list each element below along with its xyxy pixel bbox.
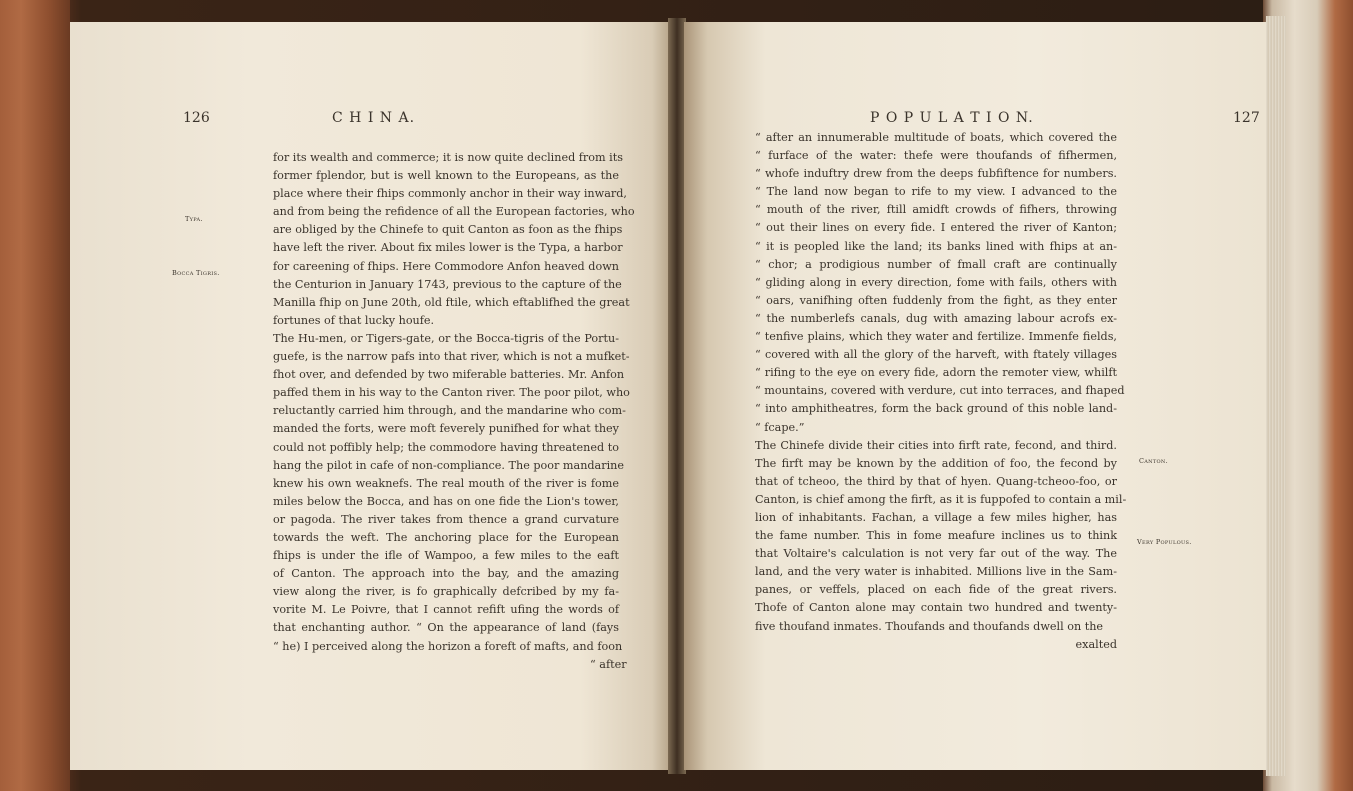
text-line: “ out their lines on every fide. I entered the river of Kanton; <box>755 221 1117 235</box>
text-line: “ he) I perceived along the horizon a foreft of mafts, and foon <box>273 639 623 653</box>
text-line: Manilla fhip on June 20th, old ftile, which eftablifhed the great <box>273 295 630 309</box>
margin-note-bocca-tigris: Bocca Tigris. <box>172 269 220 277</box>
text-line: that enchanting author. “ On the appearance of land (fays <box>273 621 619 635</box>
text-line: “ The land now began to rife to my view. I advanced to the <box>755 185 1117 199</box>
left-folio: 126 <box>183 110 210 126</box>
text-line: fhips is under the ifle of Wampoo, a few miles to the eaft <box>273 549 619 563</box>
right-folio: 127 <box>1233 110 1260 126</box>
text-line: “ after an innumerable multitude of boats, which covered the <box>755 131 1117 144</box>
right-running-head: P O P U L A T I O N. <box>870 110 1034 126</box>
right-body-text <box>755 129 1127 636</box>
text-line: or pagoda. The river takes from thence a grand curvature <box>273 512 619 526</box>
text-line: “ into amphitheatres, form the back ground of this noble land- <box>755 402 1117 416</box>
text-line: paffed them in his way to the Canton river. The poor pilot, who <box>273 386 630 400</box>
text-line: “ it is peopled like the land; its banks lined with fhips at an- <box>755 239 1117 253</box>
text-line: Canton, is chief among the firft, as it is fuppofed to contain a mil- <box>755 492 1127 506</box>
text-line: fortunes of that lucky houfe. <box>273 313 435 327</box>
text-line: “ chor; a prodigious number of fmall craft are continually <box>755 257 1117 271</box>
left-catchword: “ after <box>590 658 627 671</box>
margin-note-typa: Typa. <box>185 215 203 223</box>
text-line: “ mountains, covered with verdure, cut into terraces, and fhaped <box>755 384 1125 398</box>
text-line: of Canton. The approach into the bay, and the amazing <box>273 567 619 581</box>
text-line: are obliged by the Chinefe to quit Canton as foon as the fhips <box>273 223 623 237</box>
left-cover-edge <box>0 0 70 791</box>
text-line: towards the weft. The anchoring place for the European <box>273 530 619 544</box>
text-line: “ whofe induftry drew from the deeps fubfiftence for numbers. <box>755 167 1117 181</box>
text-line: The firft may be known by the addition of foo, the fecond by <box>755 456 1117 470</box>
text-line: lion of inhabitants. Fachan, a village a few miles higher, has <box>755 510 1117 524</box>
text-line: fhot over, and defended by two miferable batteries. Mr. Anfon <box>273 368 625 382</box>
text-line: manded the forts, were moft feverely punifhed for what they <box>273 422 619 436</box>
right-catchword: exalted <box>1075 638 1117 651</box>
text-line: place where their fhips commonly anchor in their way inward, <box>273 187 627 201</box>
text-line: guefe, is the narrow pafs into that river, which is not a mufket- <box>273 350 630 364</box>
text-line: former fplendor, but is well known to the Europeans, as the <box>273 169 619 183</box>
text-line: miles below the Bocca, and has on one fide the Lion's tower, <box>273 494 619 508</box>
text-line: “ tenfive plains, which they water and fertilize. Immenfe fields, <box>755 330 1117 344</box>
text-line: The Hu-men, or Tigers-gate, or the Bocca-tigris of the Portu- <box>273 331 619 345</box>
text-line: “ the numberlefs canals, dug with amazing labour acrofs ex- <box>755 311 1117 325</box>
text-line: that of tcheoo, the third by that of hyen. Quang-tcheoo-foo, or <box>755 474 1117 488</box>
text-line: vorite M. Le Poivre, that I cannot refift ufing the words of <box>273 603 619 617</box>
text-line: panes, or veffels, placed on each fide of the great rivers. <box>755 583 1117 597</box>
left-body-text <box>273 149 635 656</box>
margin-note-canton: Canton. <box>1139 457 1168 465</box>
text-line: for its wealth and commerce; it is now quite declined from its <box>273 151 623 164</box>
text-line: the fame number. This in fome meafure inclines us to think <box>755 529 1117 543</box>
text-line: and from being the refidence of all the European factories, who <box>273 205 635 219</box>
text-line: “ rifing to the eye on every fide, adorn the remoter view, whilft <box>755 366 1117 380</box>
text-line: “ gliding along in every direction, fome with fails, others with <box>755 275 1117 289</box>
left-running-head: C H I N A. <box>332 110 416 126</box>
text-line: knew his own weaknefs. The real mouth of the river is fome <box>273 476 619 490</box>
page-edges <box>1266 16 1286 776</box>
text-line: five thoufand inmates. Thoufands and thoufands dwell on the <box>755 619 1104 633</box>
text-line: The Chinefe divide their cities into firft rate, fecond, and third. <box>755 438 1117 452</box>
margin-note-very-populous: Very Populous. <box>1137 538 1192 546</box>
text-line: have left the river. About fix miles lower is the Typa, a harbor <box>273 241 623 255</box>
text-line: for careening of fhips. Here Commodore Anfon heaved down <box>273 259 619 273</box>
text-line: “ fcape.” <box>755 420 805 434</box>
text-line: “ mouth of the river, ftill amidft crowds of fifhers, throwing <box>755 203 1117 217</box>
text-line: “ furface of the water: thefe were thoufands of fifhermen, <box>755 149 1117 163</box>
text-line: Thofe of Canton alone may contain two hundred and twenty- <box>755 601 1117 615</box>
text-line: could not poffibly help; the commodore having threatened to <box>273 440 619 454</box>
text-line: the Centurion in January 1743, previous to the capture of the <box>273 277 622 291</box>
text-line: land, and the very water is inhabited. Millions live in the Sam- <box>755 565 1117 579</box>
text-line: reluctantly carried him through, and the mandarine who com- <box>273 404 626 418</box>
right-page <box>684 22 1266 770</box>
text-line: that Voltaire's calculation is not very far out of the way. The <box>755 547 1117 561</box>
text-line: hang the pilot in cafe of non-compliance. The poor mandarine <box>273 458 624 472</box>
text-line: view along the river, is fo graphically defcribed by my fa- <box>273 585 619 599</box>
left-page <box>70 22 670 770</box>
text-line: “ oars, vanifhing often fuddenly from the fight, as they enter <box>755 293 1117 307</box>
text-line: “ covered with all the glory of the harveft, with ftately villages <box>755 348 1117 362</box>
